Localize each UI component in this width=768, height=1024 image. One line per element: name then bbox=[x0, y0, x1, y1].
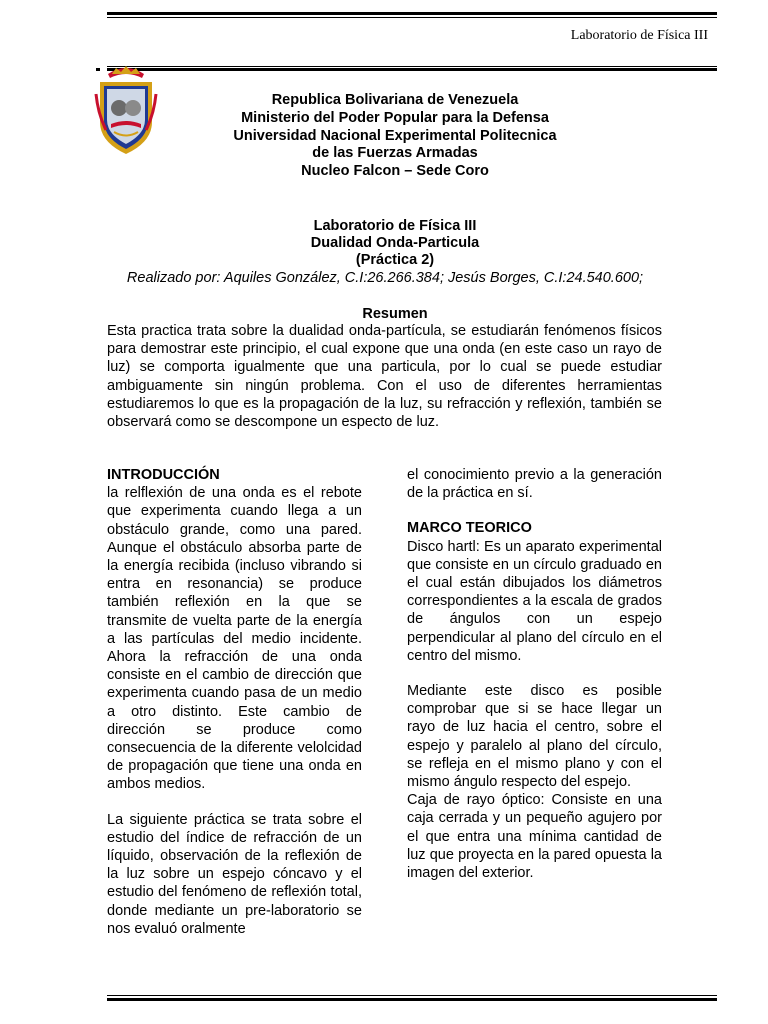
header-rule-thick bbox=[107, 68, 717, 71]
top-rule-thick bbox=[107, 12, 717, 15]
abstract-heading: Resumen bbox=[362, 306, 428, 322]
right-column bbox=[407, 466, 662, 899]
running-header: Laboratorio de Física III bbox=[570, 28, 708, 43]
marco-text-1: Disco hartl: Es un aparato experimental que consiste en un círculo graduado en el cual están dibujados los diámetros correspondientes a la escala de grados de ángulos con un espejo perpendicular al plano del círculo en el centro del mismo. bbox=[407, 538, 662, 664]
left-column bbox=[107, 466, 362, 955]
course-title: Laboratorio de Física III bbox=[313, 218, 477, 234]
marco-paragraph-3: Caja de rayo óptico: Consiste en una caja cerrada y un pequeño agujero por el que entra una mínima cantidad de luz que proyecta en la pared opuesta la imagen del exterior. bbox=[407, 792, 662, 882]
header-rule-thin bbox=[107, 66, 717, 67]
institution-line: Republica Bolivariana de Venezuela bbox=[271, 92, 519, 108]
topic-title: Dualidad Onda-Particula bbox=[310, 235, 480, 251]
bottom-rule-thick bbox=[107, 998, 717, 1001]
institution-line: Universidad Nacional Experimental Politecnica bbox=[233, 127, 557, 144]
top-rule-thin bbox=[107, 17, 717, 18]
intro-heading: INTRODUCCIÓN bbox=[107, 467, 220, 483]
intro-text-1: la relflexión de una onda es el rebote que experimenta cuando llega a un obstáculo grande, como una pared. Aunque el obstáculo absorba parte de la energía recibida (incluso vibrando si entra en resonancia) se produce también reflexión en la que se transmite de vuelta parte de la energía a las partículas del medio incidente. Ahora la refracción de una onda consiste en el cambio de dirección que experimenta cuando pasa de un medio a otro distinto. Este cambio de dirección se produce como consecuencia de la diferente velolcidad de propagación que tiene una onda en ambos medios. bbox=[107, 485, 362, 793]
marco-paragraph-1 bbox=[407, 519, 662, 665]
practice-number: (Práctica 2) bbox=[355, 252, 435, 268]
institution-line: de las Fuerzas Armadas bbox=[312, 145, 478, 162]
institution-block bbox=[190, 92, 600, 181]
title-block bbox=[190, 218, 600, 269]
intro-paragraph-1 bbox=[107, 466, 362, 794]
authors-line: Realizado por: Aquiles González, C.I:26.266.384; Jesús Borges, C.I:24.540.600; bbox=[126, 270, 644, 286]
institution-line: Ministerio del Poder Popular para la Defensa bbox=[241, 109, 549, 126]
marco-heading: MARCO TEORICO bbox=[407, 520, 532, 537]
university-seal-logo bbox=[94, 64, 158, 156]
intro-paragraph-2: La siguiente práctica se trata sobre el estudio del índice de refracción de un líquido, observación de la reflexión de la luz sobre un espejo cóncavo y el estudio del fenómeno de reflexión total, donde mediante un pre-laboratorio se nos evaluó oralmente bbox=[107, 811, 362, 937]
bottom-rule-thin bbox=[107, 995, 717, 996]
continuation-paragraph: el conocimiento previo a la generación de la práctica en sí. bbox=[407, 467, 662, 502]
institution-line: Nucleo Falcon – Sede Coro bbox=[301, 163, 489, 180]
marco-paragraph-2: Mediante este disco es posible comprobar que si se hace llegar un rayo de luz hacia el centro, sobre el espejo y paralelo al plano del círculo, se refleja en el mismo plano y con el mismo ángulo respecto del espejo. bbox=[407, 683, 662, 791]
abstract-text: Esta practica trata sobre la dualidad onda-partícula, se estudiarán fenómenos físicos para demostrar este principio, el cual expone que una onda (en este caso un rayo de luz) se comporta igualmente que una particula, por lo cual se puede estudiar ambiguamente sin ningún problema. Con el uso de diferentes herramientas estudiaremos lo que es la propagación de la luz, su refracción y reflexión, también se observará como se descompone un especto de luz. bbox=[107, 323, 662, 431]
